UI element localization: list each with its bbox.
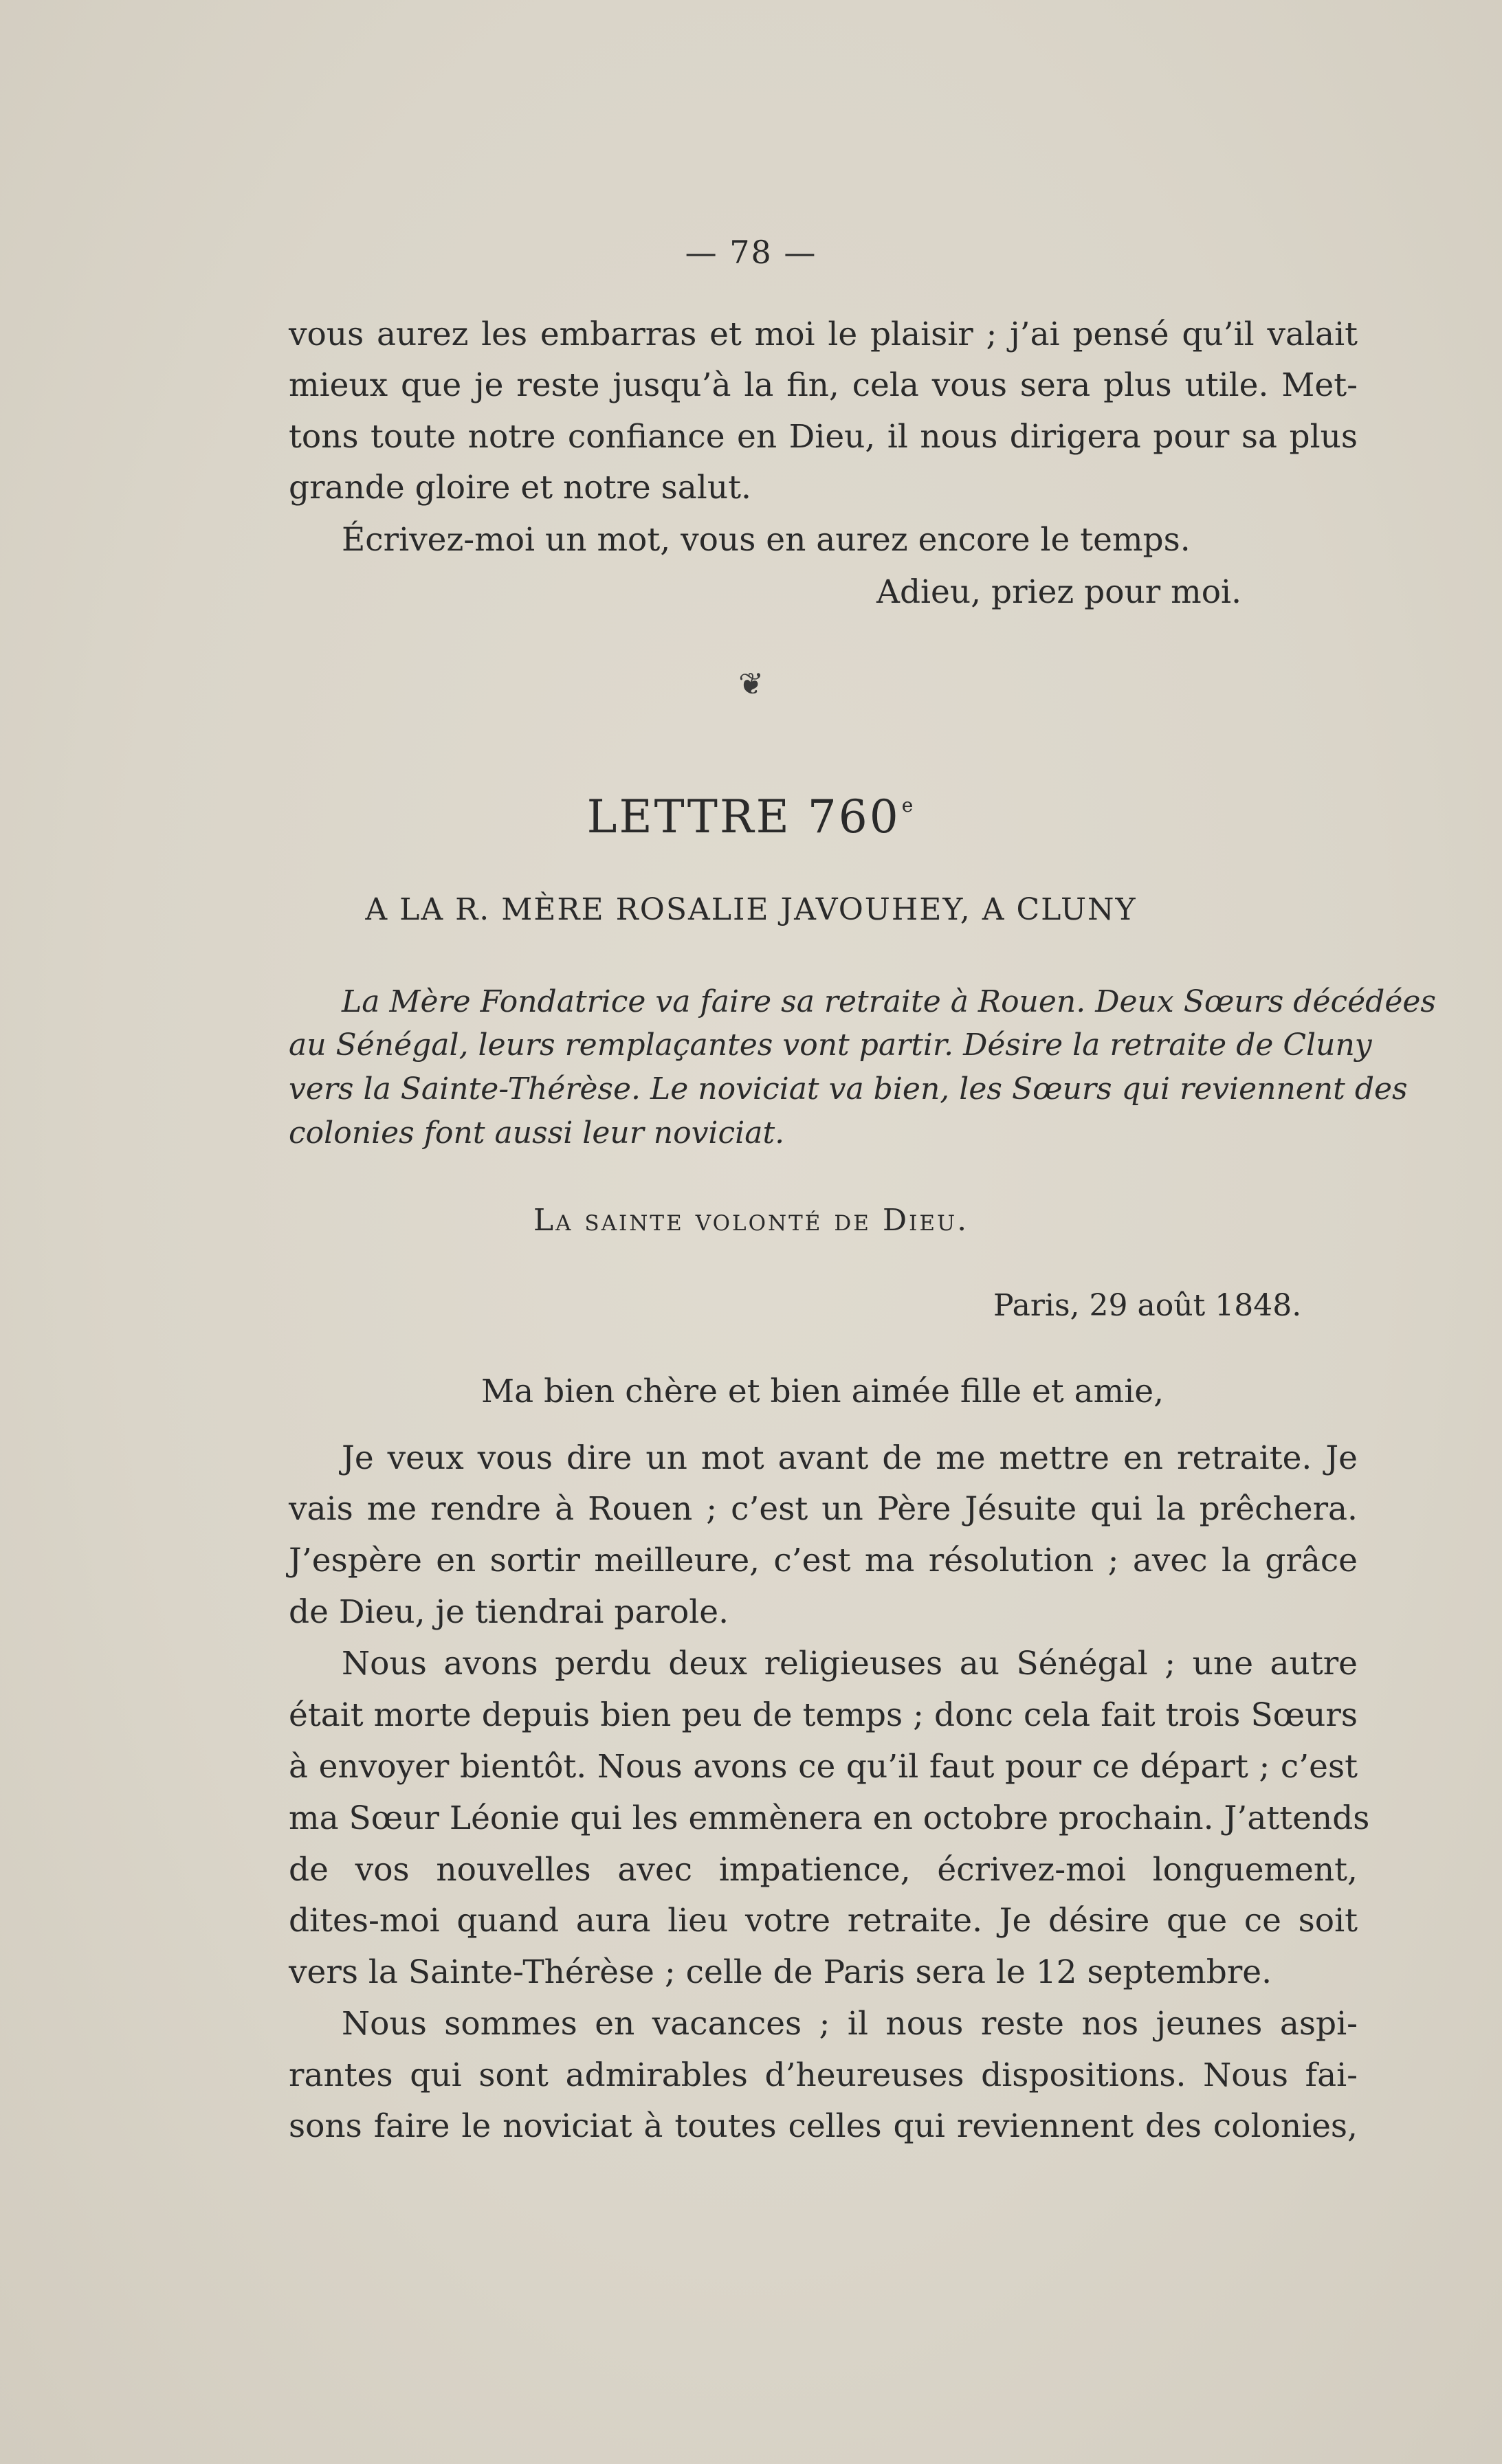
letter-date: Paris, 29 août 1848.: [993, 1288, 1302, 1323]
body-line: Nous sommes en vacances ; il nous reste nos jeunes aspi-: [342, 2005, 1358, 2043]
body-line: vers la Sainte-Thérèse ; celle de Paris sera le 12 septembre.: [289, 1953, 1272, 1991]
body-line: Nous avons perdu deux religieuses au Sénégal ; une autre: [342, 1645, 1358, 1683]
fleuron-ornament: ❦: [738, 667, 764, 702]
continued-line: tons toute notre confiance en Dieu, il nous dirigera pour sa plus: [289, 418, 1358, 456]
summary-line: colonies font aussi leur noviciat.: [289, 1116, 785, 1151]
body-line: ma Sœur Léonie qui les emmènera en octobre prochain. J’attends: [289, 1799, 1370, 1837]
body-line: de Dieu, je tiendrai parole.: [289, 1593, 729, 1631]
letter-title: [0, 790, 1502, 843]
signoff: Adieu, priez pour moi.: [876, 573, 1242, 611]
continued-line: mieux que je reste jusqu’à la fin, cela vous sera plus utile. Met-: [289, 366, 1358, 404]
continued-line: Écrivez-moi un mot, vous en aurez encore le temps.: [342, 521, 1191, 559]
motto: La sainte volonté de Dieu.: [533, 1203, 969, 1238]
continued-line: vous aurez les embarras et moi le plaisir ; j’ai pensé qu’il valait: [289, 315, 1358, 353]
body-line: sons faire le noviciat à toutes celles qui reviennent des colonies,: [289, 2107, 1358, 2145]
body-line: dites-moi quand aura lieu votre retraite. Je désire que ce soit: [289, 1902, 1358, 1940]
page-number: — 78 —: [685, 234, 817, 271]
body-line: était morte depuis bien peu de temps ; donc cela fait trois Sœurs: [289, 1696, 1358, 1734]
letter-title-text: LETTRE 760: [586, 790, 901, 843]
body-line: J’espère en sortir meilleure, c’est ma résolution ; avec la grâce: [289, 1542, 1358, 1579]
salutation: Ma bien chère et bien aimée fille et amie,: [481, 1373, 1164, 1410]
letter-title-superscript: e: [901, 794, 916, 817]
continued-line: grande gloire et notre salut.: [289, 469, 751, 507]
body-line: Je veux vous dire un mot avant de me mettre en retraite. Je: [342, 1439, 1358, 1477]
body-line: vais me rendre à Rouen ; c’est un Père Jésuite qui la prêchera.: [289, 1490, 1358, 1528]
body-line: de vos nouvelles avec impatience, écrivez-moi longuement,: [289, 1851, 1358, 1889]
summary-line: vers la Sainte-Thérèse. Le noviciat va bien, les Sœurs qui reviennent des: [289, 1072, 1408, 1107]
summary-line: au Sénégal, leurs remplaçantes vont partir. Désire la retraite de Cluny: [289, 1028, 1372, 1063]
letter-recipient: A LA R. MÈRE ROSALIE JAVOUHEY, A CLUNY: [365, 892, 1137, 927]
body-line: rantes qui sont admirables d’heureuses dispositions. Nous fai-: [289, 2056, 1358, 2094]
summary-line: La Mère Fondatrice va faire sa retraite à Rouen. Deux Sœurs décédées: [342, 984, 1436, 1019]
body-line: à envoyer bientôt. Nous avons ce qu’il faut pour ce départ ; c’est: [289, 1748, 1358, 1786]
